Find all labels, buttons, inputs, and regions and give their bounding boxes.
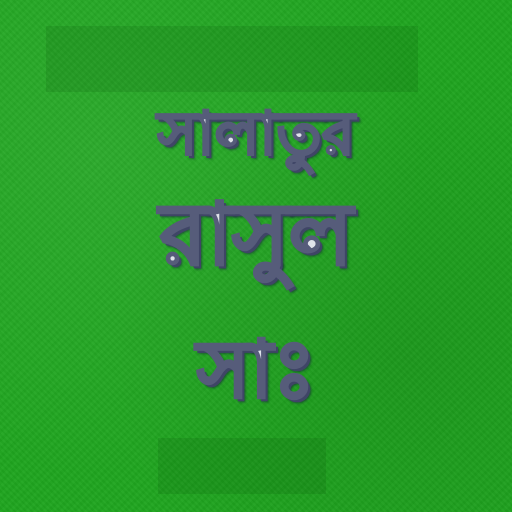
cover-title-line-2: রাসুল [159, 185, 353, 285]
cover-title-line-1: সালাতুর [157, 99, 355, 169]
cover-shade-top [46, 26, 418, 92]
cover-shade-bottom [158, 438, 326, 494]
cover-title-line-3: সাঃ [196, 323, 316, 416]
